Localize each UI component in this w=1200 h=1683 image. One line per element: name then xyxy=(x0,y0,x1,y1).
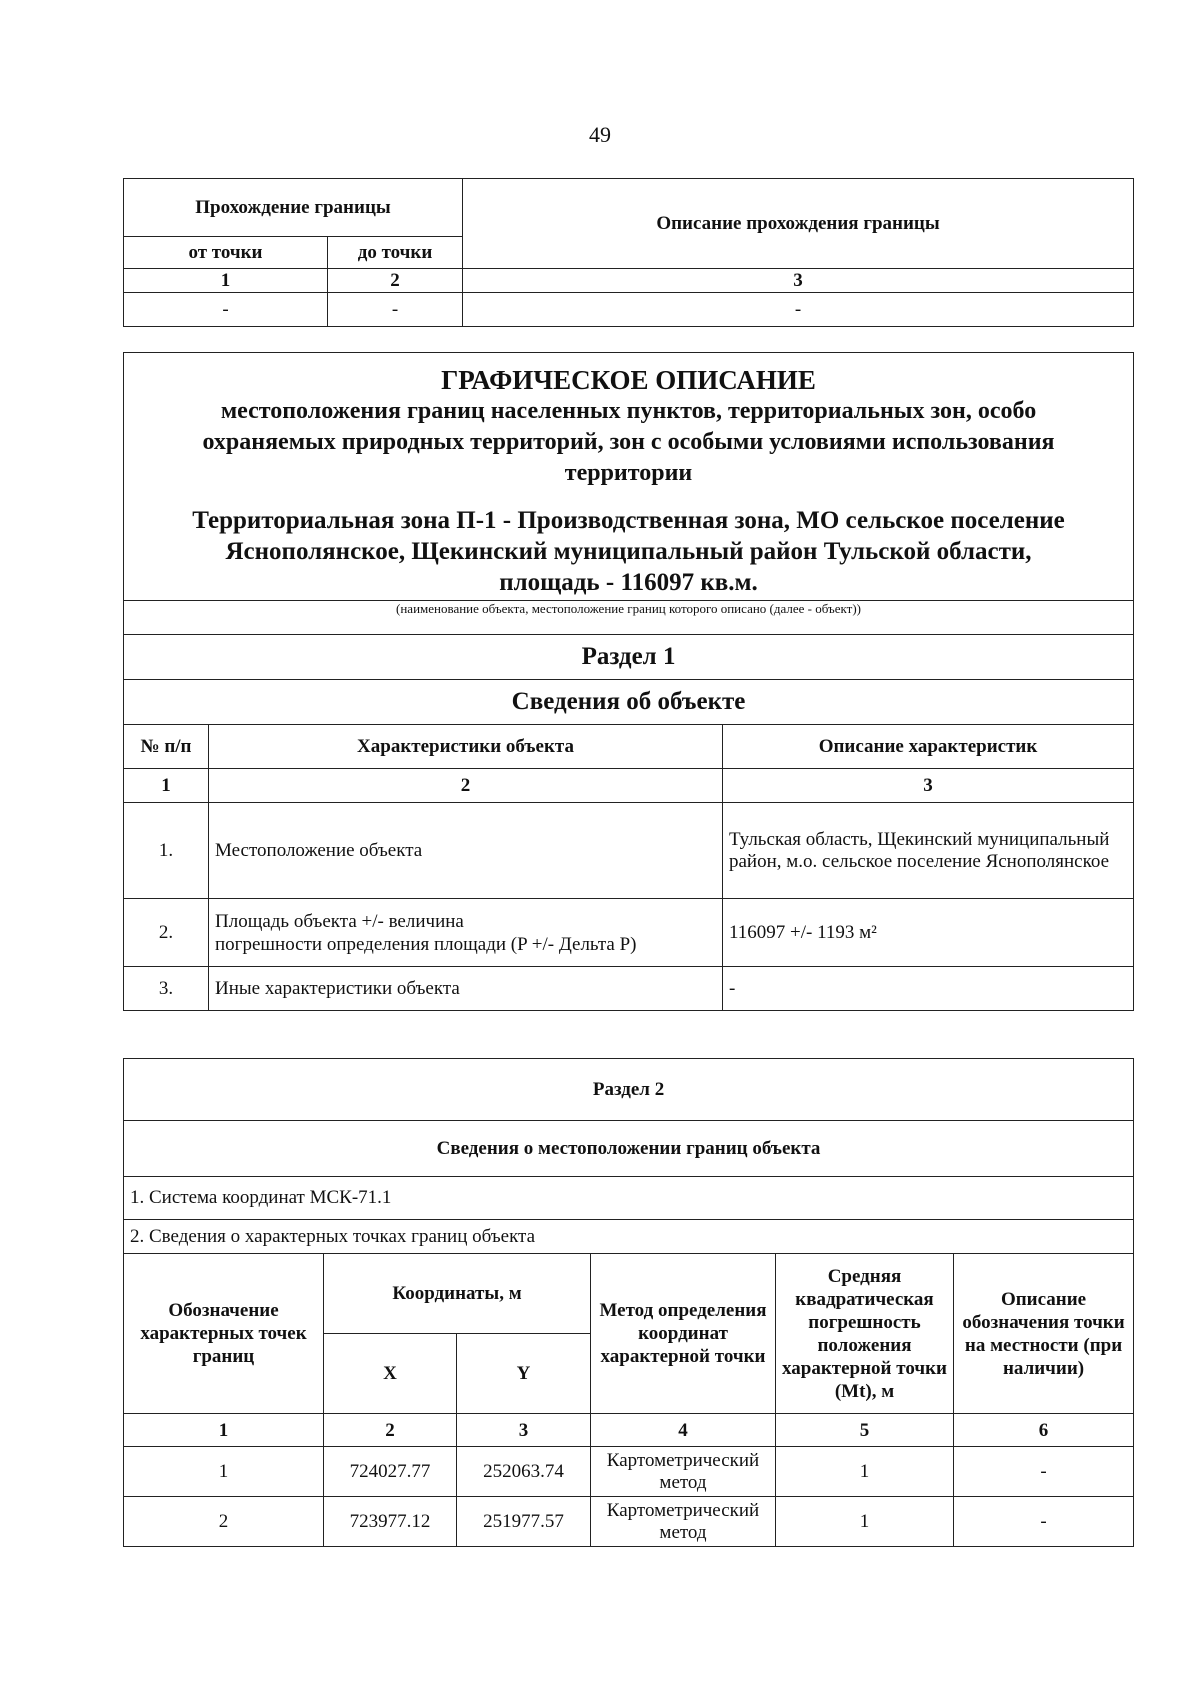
section1-subtitle: Сведения об объекте xyxy=(124,680,1134,725)
header-description: Описание характеристик xyxy=(723,725,1134,769)
table-cell: - xyxy=(328,293,463,327)
header-accuracy: Средняя квадратическая погрешность положения характерной точки (Mt), м xyxy=(776,1254,954,1414)
col-number: 2 xyxy=(328,269,463,293)
document-title: ГРАФИЧЕСКОЕ ОПИСАНИЕ xyxy=(441,365,816,395)
document-subtitle-line: территории xyxy=(564,460,693,486)
col-number: 1 xyxy=(124,269,328,293)
coord-x: 723977.12 xyxy=(324,1497,457,1547)
col-number: 3 xyxy=(723,769,1134,803)
col-number: 4 xyxy=(591,1414,776,1447)
header-y: Y xyxy=(457,1334,591,1414)
object-name-line: площадь - 116097 кв.м. xyxy=(499,569,758,596)
section1-title: Раздел 1 xyxy=(124,635,1134,680)
coord-y: 252063.74 xyxy=(457,1447,591,1497)
header-coordinates: Координаты, м xyxy=(324,1254,591,1334)
point-description: - xyxy=(954,1447,1134,1497)
col-number: 5 xyxy=(776,1414,954,1447)
header-point-description: Описание обозначения точки на местности (при наличии) xyxy=(954,1254,1134,1414)
page-number: 49 xyxy=(589,122,611,147)
graphic-description-table xyxy=(123,352,1134,1011)
characteristic-value: - xyxy=(723,967,1134,1011)
table-cell: - xyxy=(463,293,1134,327)
header-passage: Прохождение границы xyxy=(124,179,463,237)
col-number: 1 xyxy=(124,769,209,803)
row-number: 3. xyxy=(124,967,209,1011)
row-number: 1. xyxy=(124,803,209,899)
characteristic-value: Тульская область, Щекинский муниципальный район, м.о. сельское поселение Яснополянское xyxy=(723,803,1134,899)
col-number: 3 xyxy=(463,269,1134,293)
object-name-line: Яснополянское, Щекинский муниципальный район Тульской области, xyxy=(225,538,1032,565)
characteristic-value: 116097 +/- 1193 м² xyxy=(723,899,1134,967)
section2-title: Раздел 2 xyxy=(124,1059,1134,1121)
row-number: 2. xyxy=(124,899,209,967)
section2-subtitle: Сведения о местоположении границ объекта xyxy=(124,1121,1134,1177)
boundary-location-table xyxy=(123,1058,1134,1547)
characteristic-name: Площадь объекта +/- величина xyxy=(215,910,464,932)
col-number: 1 xyxy=(124,1414,324,1447)
document-subtitle-line: охраняемых природных территорий, зон с особыми условиями использования xyxy=(202,429,1055,455)
point-id: 1 xyxy=(124,1447,324,1497)
accuracy: 1 xyxy=(776,1497,954,1547)
method: Картометрический метод xyxy=(591,1497,776,1547)
table-cell: - xyxy=(124,293,328,327)
header-designation: Обозначение характерных точек границ xyxy=(124,1254,324,1414)
point-description: - xyxy=(954,1497,1134,1547)
header-from: от точки xyxy=(124,237,328,269)
col-number: 2 xyxy=(209,769,723,803)
header-method: Метод определения координат характерной точки xyxy=(591,1254,776,1414)
header-number: № п/п xyxy=(124,725,209,769)
coord-y: 251977.57 xyxy=(457,1497,591,1547)
document-subtitle-line: местоположения границ населенных пунктов, территориальных зон, особо xyxy=(220,398,1037,424)
col-number: 6 xyxy=(954,1414,1134,1447)
characteristic-name: погрешности определения площади (P +/- Дельта P) xyxy=(215,933,637,955)
table-row xyxy=(124,1497,1134,1547)
characteristic-name: Местоположение объекта xyxy=(209,803,723,899)
characteristic-name: Иные характеристики объекта xyxy=(209,967,723,1011)
coord-x: 724027.77 xyxy=(324,1447,457,1497)
object-note: (наименование объекта, местоположение границ которого описано (далее - объект)) xyxy=(124,601,1134,635)
accuracy: 1 xyxy=(776,1447,954,1497)
header-characteristics: Характеристики объекта xyxy=(209,725,723,769)
header-to: до точки xyxy=(328,237,463,269)
coordinate-system: 1. Система координат МСК-71.1 xyxy=(124,1177,1134,1220)
col-number: 2 xyxy=(324,1414,457,1447)
col-number: 3 xyxy=(457,1414,591,1447)
table-row xyxy=(124,1447,1134,1497)
boundary-passage-table xyxy=(123,178,1134,327)
header-x: X xyxy=(324,1334,457,1414)
method: Картометрический метод xyxy=(591,1447,776,1497)
object-name-line: Территориальная зона П-1 - Производственная зона, МО сельское поселение xyxy=(192,507,1065,534)
points-info: 2. Сведения о характерных точках границ объекта xyxy=(124,1220,1134,1254)
point-id: 2 xyxy=(124,1497,324,1547)
header-description: Описание прохождения границы xyxy=(463,179,1134,269)
